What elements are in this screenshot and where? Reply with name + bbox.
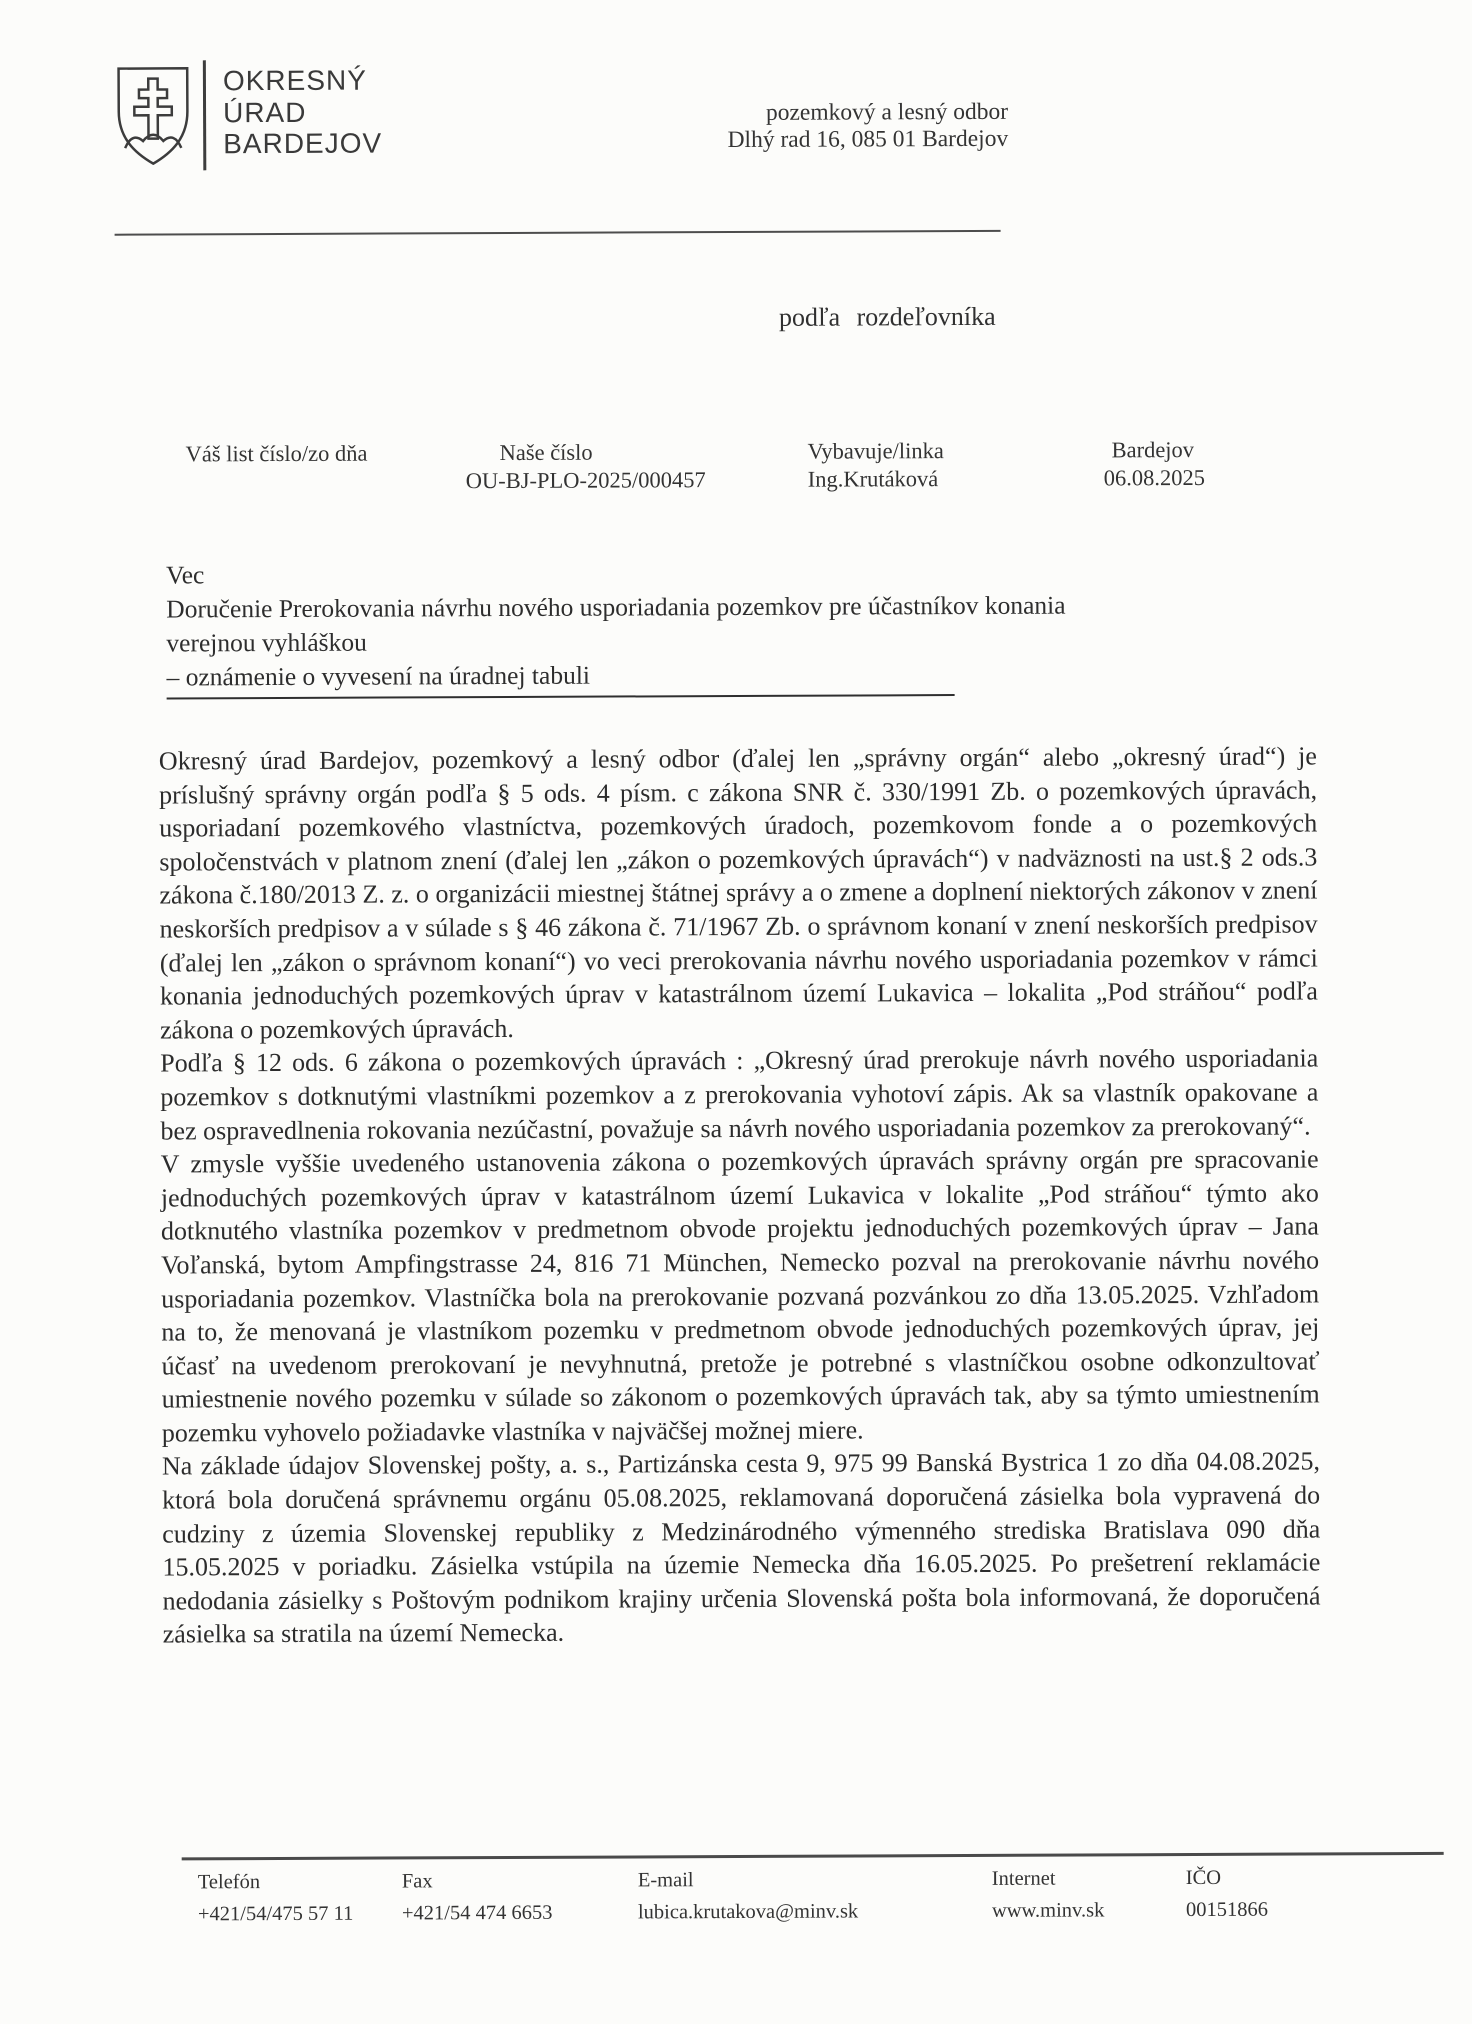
reference-label: Bardejov xyxy=(1111,436,1195,463)
office-name-line: OKRESNÝ xyxy=(222,64,367,97)
reference-value: Ing.Krutáková xyxy=(807,465,939,492)
footer-label: Telefón xyxy=(197,1871,261,1894)
body-paragraph: Podľa § 12 ods. 6 zákona o pozemkových úpravách : „Okresný úrad prerokuje návrh nového usporiadania pozemkov s dotknutými vlastníkmi pozemkov a z prerokovania vyhotoví zápis. Ak sa vlastník opakovane a bez ospravedlnenia rokovania nezúčastní, považuje sa návrh nového usporiadania pozemkov za prerokovaný“. xyxy=(160,1043,1319,1146)
footer-label: Fax xyxy=(401,1870,433,1893)
footer-value: +421/54/475 57 11 xyxy=(197,1902,354,1926)
footer-column-ico xyxy=(1186,1866,1268,1922)
reference-label: Vybavuje/linka xyxy=(807,438,944,464)
subject-line: verejnou vyhláškou xyxy=(166,627,367,658)
footer-divider-line xyxy=(182,1852,1444,1860)
footer-label: IČO xyxy=(1185,1866,1222,1890)
footer-value: 00151866 xyxy=(1185,1898,1268,1922)
body-paragraph: V zmysle vyššie uvedeného ustanovenia zákona o pozemkových úpravách správny orgán pre spracovanie jednoduchých pozemkových úprav v katastrálnom území Lukavica v lokalite „Pod stráňou“ týmto ako dotknutého vlastníka pozemkov v predmetnom obvode projektu jednoduchých pozemkových úprav – Jana Voľanská, bytom Ampfingstrasse 24, 816 71 München, Nemecko pozval na prerokovanie návrhu nového usporiadania pozemkov. Vlastníčka bola na prerokovanie pozvaná pozvánkou zo dňa 13.05.2025. Vzhľadom na to, že menovaná je vlastníkom pozemku v predmetnom obvode jednoduchých pozemkových úprav, jej účasť na uvedenom prerokovaní je nevyhnutná, pretože je potrebné s vlastníčkou osobne odkonzultovať umiestnenie nového pozemku v súlade so zákonom o pozemkových úpravách tak, aby sa týmto umiestnením pozemku vyhovelo požiadavke vlastníka v najväčšej možnej miere. xyxy=(160,1144,1320,1448)
reference-label: Naše číslo xyxy=(499,439,593,466)
footer-column-email xyxy=(638,1867,858,1924)
reference-column-your-letter xyxy=(186,440,368,468)
reference-column-handled-by xyxy=(807,437,943,493)
footer-label: Internet xyxy=(991,1867,1056,1890)
body-paragraph: Okresný úrad Bardejov, pozemkový a lesný odbor (ďalej len „správny orgán“ alebo „okresný úrad“) je príslušný správny orgán podľa § 5 ods. 4 písm. c zákona SNR č. 330/1991 Zb. o pozemkových úpravách, usporiadaní pozemkového vlastníctva, pozemkových úradoch, pozemkovom fonde a o pozemkových spoločenstvách v platnom znení (ďalej len „zákon o pozemkových úpravách“) v nadväznosti na ust.§ 2 ods.3 zákona č.180/2013 Z. z. o organizácii miestnej štátnej správy a o zmene a doplnení niektorých zákonov v znení neskorších predpisov a v súlade s § 46 zákona č. 71/1967 Zb. o správnom konaní v znení neskorších predpisov (ďalej len „zákon o správnom konaní“) vo veci prerokovania návrhu nového usporiadania pozemkov v rámci konania jednoduchých pozemkových úprav v katastrálnom území Lukavica – lokalita „Pod stráňou“ podľa zákona o pozemkových úpravách. xyxy=(158,741,1318,1045)
slovak-coat-of-arms-icon xyxy=(114,64,192,167)
body-paragraph: Na základe údajov Slovenskej pošty, a. s., Partizánska cesta 9, 975 99 Banská Bystrica 1 zo dňa 04.08.2025, ktorá bola doručená správnemu orgánu 05.08.2025, reklamovaná doporučená zásielka bola vypravená do cudziny z územia Slovenskej republiky z Medzinárodného výmenného strediska Bratislava 090 dňa 15.05.2025 v poriadku. Zásielka vstúpila na územie Nemecka dňa 16.05.2025. Po prešetrení reklamácie nedodania zásielky s Poštovým podnikom krajiny určenia Slovenská pošta bola informovaná, že doporučená zásielka sa stratila na území Nemecka. xyxy=(161,1446,1321,1649)
footer-column-phone xyxy=(198,1870,354,1927)
sender-address-block xyxy=(556,99,1008,155)
header-divider-line xyxy=(115,230,1001,236)
street-address: Dlhý rad 16, 085 01 Bardejov xyxy=(727,125,1009,154)
reference-label: Váš list číslo/zo dňa xyxy=(185,440,368,467)
reference-column-place-date xyxy=(1103,436,1204,491)
subject-label: Vec xyxy=(166,560,205,590)
logo-divider xyxy=(203,60,206,170)
subject-block xyxy=(166,553,1327,699)
footer-value: +421/54 474 6653 xyxy=(401,1901,553,1925)
footer-column-fax xyxy=(402,1869,553,1926)
subject-line-underlined: – oznámenie o vyvesení na úradnej tabuli xyxy=(166,657,954,699)
letter-body xyxy=(159,739,1321,1651)
footer-value: www.minv.sk xyxy=(991,1899,1105,1922)
footer-value: lubica.krutakova@minv.sk xyxy=(637,1900,859,1924)
footer-label: E-mail xyxy=(637,1869,694,1892)
office-name-line: BARDEJOV xyxy=(223,127,383,160)
subject-line: Doručenie Prerokovania návrhu nového usporiadania pozemkov pre účastníkov konania xyxy=(166,590,1066,624)
reference-value: 06.08.2025 xyxy=(1103,464,1205,490)
reference-column-our-number xyxy=(465,438,705,494)
footer-column-internet xyxy=(992,1866,1105,1922)
department-name: pozemkový a lesný odbor xyxy=(765,98,1009,126)
reference-value: OU-BJ-PLO-2025/000457 xyxy=(465,466,706,493)
office-name-line: ÚRAD xyxy=(223,96,307,128)
office-name xyxy=(223,65,382,160)
recipient-note: podľa rozdeľovníka xyxy=(778,301,996,332)
